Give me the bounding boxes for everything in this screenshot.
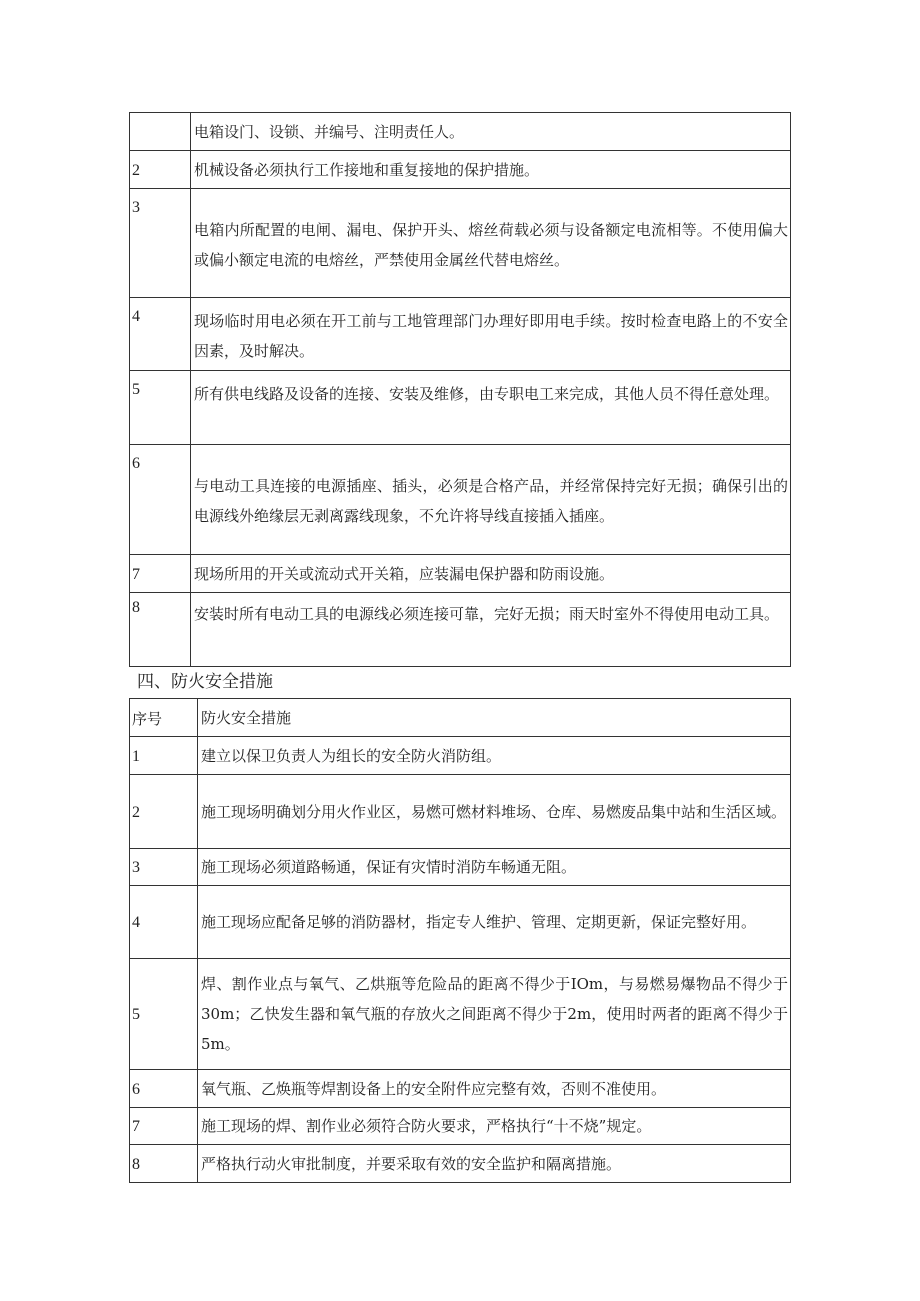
row-number: 2 xyxy=(130,775,198,849)
row-number: 6 xyxy=(130,1070,198,1108)
row-text: 严格执行动火审批制度，并要采取有效的安全监护和隔离措施。 xyxy=(198,1145,791,1183)
section-title: 四、防火安全措施 xyxy=(137,672,273,692)
table-row xyxy=(130,113,791,151)
table-row xyxy=(130,298,791,371)
row-number: 5 xyxy=(130,371,191,445)
table-header-row xyxy=(130,699,791,737)
row-number: 7 xyxy=(130,1108,198,1145)
table-row xyxy=(130,371,791,445)
row-text: 安装时所有电动工具的电源线必须连接可靠，完好无损；雨天时室外不得使用电动工具。 xyxy=(191,593,791,667)
table-row xyxy=(130,849,791,886)
row-text: 施工现场应配备足够的消防器材，指定专人维护、管理、定期更新，保证完整好用。 xyxy=(198,886,791,959)
row-text: 施工现场的焊、割作业必须符合防火要求，严格执行“十不烧”规定。 xyxy=(198,1108,791,1145)
row-number: 8 xyxy=(130,593,191,667)
row-number: 8 xyxy=(130,1145,198,1183)
row-number: 1 xyxy=(130,737,198,775)
row-number: 7 xyxy=(130,555,191,593)
table-row xyxy=(130,593,791,667)
row-text: 所有供电线路及设备的连接、安装及维修，由专职电工来完成，其他人员不得任意处理。 xyxy=(191,371,791,445)
row-number: 5 xyxy=(130,959,198,1070)
row-text: 机械设备必须执行工作接地和重复接地的保护措施。 xyxy=(191,151,791,189)
header-text: 防火安全措施 xyxy=(198,699,791,737)
row-text: 现场所用的开关或流动式开关箱，应装漏电保护器和防雨设施。 xyxy=(191,555,791,593)
table-row xyxy=(130,1145,791,1183)
row-number: 3 xyxy=(130,189,191,298)
table-row xyxy=(130,737,791,775)
electrical-safety-table xyxy=(129,112,791,667)
row-text: 施工现场明确划分用火作业区，易燃可燃材料堆场、仓库、易燃废品集中站和生活区域。 xyxy=(198,775,791,849)
table-row xyxy=(130,959,791,1070)
table-row xyxy=(130,1070,791,1108)
row-number: 6 xyxy=(130,445,191,555)
row-text: 现场临时用电必须在开工前与工地管理部门办理好即用电手续。按时检查电路上的不安全因素，及时解决。 xyxy=(191,298,791,371)
row-number: 4 xyxy=(130,298,191,371)
row-text: 与电动工具连接的电源插座、插头，必须是合格产品，并经常保持完好无损；确保引出的电源线外绝缘层无剥离露线现象，不允许将导线直接插入插座。 xyxy=(191,445,791,555)
row-number: 4 xyxy=(130,886,198,959)
row-number: 2 xyxy=(130,151,191,189)
row-text: 建立以保卫负责人为组长的安全防火消防组。 xyxy=(198,737,791,775)
row-text: 电箱设门、设锁、并编号、注明责任人。 xyxy=(191,113,791,151)
table-row xyxy=(130,886,791,959)
table-row xyxy=(130,1108,791,1145)
table-row xyxy=(130,445,791,555)
row-number: 3 xyxy=(130,849,198,886)
header-number: 序号 xyxy=(130,699,198,737)
row-text: 焊、割作业点与氧气、乙烘瓶等危险品的距离不得少于IOm，与易燃易爆物品不得少于30m；乙快发生器和氧气瓶的存放火之间距离不得少于2m，使用时两者的距离不得少于5m。 xyxy=(198,959,791,1070)
fire-safety-table xyxy=(129,698,791,1183)
table-row xyxy=(130,555,791,593)
row-text: 施工现场必须道路畅通，保证有灾情时消防车畅通无阻。 xyxy=(198,849,791,886)
table-row xyxy=(130,189,791,298)
table-row xyxy=(130,151,791,189)
row-number xyxy=(130,113,191,151)
table-row xyxy=(130,775,791,849)
row-text: 氧气瓶、乙焕瓶等焊割设备上的安全附件应完整有效，否则不准使用。 xyxy=(198,1070,791,1108)
row-text: 电箱内所配置的电闸、漏电、保护开头、熔丝荷载必须与设备额定电流相等。不使用偏大或偏小额定电流的电熔丝，严禁使用金属丝代替电熔丝。 xyxy=(191,189,791,298)
